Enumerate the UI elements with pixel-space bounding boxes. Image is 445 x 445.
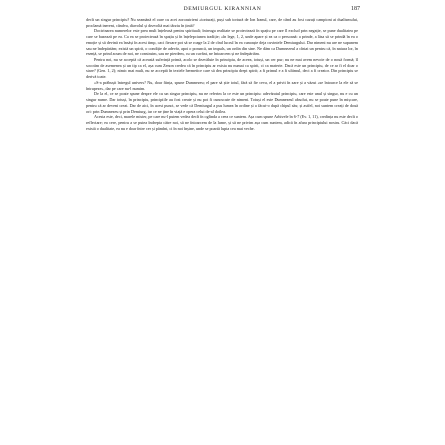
paragraph: De la el, ce se poate spune despre ele cu un singur principiu, nu ne referim la ce este un principiu: adevăratul principiu, care este unul și singur, nu e cu un singur nume. Dar totuși, în principiu, principiile au fost create și nu pot fi cunoscute de nimeni. Totuși el este Dumnezeul absolut, nu se poate pune în mișcare, pentru că ar deveni creat. Dar de aici, în acest punct, se vede că Demiurgul a pus lumea în ordine și a făcut-o după chipul său; și astfel, noi suntem creați de două ori: prin Dumnezeu și prin Demiurg, iar ce ne ține în viață e opera celui de-al doilea.: [86, 91, 358, 114]
paragraph: decît un singur principiu? Nu seamănă el oare cu acei zoroastrieni «torturați, puși sub tortură de Ion Iranul, care, de când au fost cazuți campioni ai dualismului, proclamă inerent, cândva, diavolul și dezvoltă mai târziu în țintă?: [86, 17, 358, 28]
paragraph: Doctrinarea numerelor este prea mult înțeleasă pentru spirituali; întreaga realitate se proiectează în spațiu pe care îl exclud prin negație, se pune dualitatea pe care se bazează pe ea. Ca ea se proiectează în spațiu și în înțelepciunea tradiție; «în lege, 1, 2, unde apare și ea ca o persoană: a prinde, a lăsa să se prindă în ea o emoție și să devină ea însăși în acest timp, caci fiecare pot să se roage la 2 de cînd lucrul în ea cunoaște deja cuvintele Demiurgului. Dar nimeni nu are ne supunem sau ne îndepărtăm; există un spirit, o condiție de adevăr, apoi o poruncă, un impuls, un ordin din sine. Ne dăm ca Dumnezeul a cîntat un pentru că, în natura lor, în esență, se prind acum de noi, ne construim, sau ne pierdem, cu un cuvânt, ne întoarcem și ne îndepărtăm.: [86, 28, 358, 57]
body-text: [86, 17, 358, 441]
page-header: [85, 4, 360, 14]
paragraph: Acesta este, deci, marele mister, pe care nu-l putem vedea decît în oglinda a ceea ce suntem. Așa cum spune Arhivele în 6-7 (Ev. 1, 11), credința nu este decît o reflectare; ea cere, pentru a se putea îndrepta către noi, să ne întoarcem de la lume, și să ne privim așa cum suntem, adică în afara principiului nostru. Căci dacă există o dualitate, ea nu e doar între cer și pămînt, ci în noi înșine, unde se poartă lupta cea mai veche.: [86, 114, 358, 131]
paragraph: Pentru noi, nu se acceptă că această suferință primă, acolo se dezvăluie în principiu, de aceea, totuși, un cer pur; nu ne mai avem nevoie de o nouă formă; îl socotim de asemenea și un tip ca el, așa cum Zenon credea că în principiu ar exista nu numai ca spirit, ci ca materie. Dacă este un principiu, de ce ar fi el doar o stare? (Gen. 1, 2); nimic mai mult, nu se acceptă în textele hermetice care să dea principiu drept spirit; a fi primul e a fi ultimul, deci a fi creator. Din principiu se derivă toate.: [86, 57, 358, 80]
paragraph: «S-a prăbușit întregul univers? Nu, doar ființa, spune Dumnezeu; el pare să știe totul, fără să fie ceva, el a privit în zare și a văzut «se întoarce la ele să se întrupeze», dar pe care nu-l numim.: [86, 79, 358, 91]
page-number: 187: [351, 6, 360, 12]
running-title: DEMIURGUL KIRANNIAN: [183, 6, 262, 12]
